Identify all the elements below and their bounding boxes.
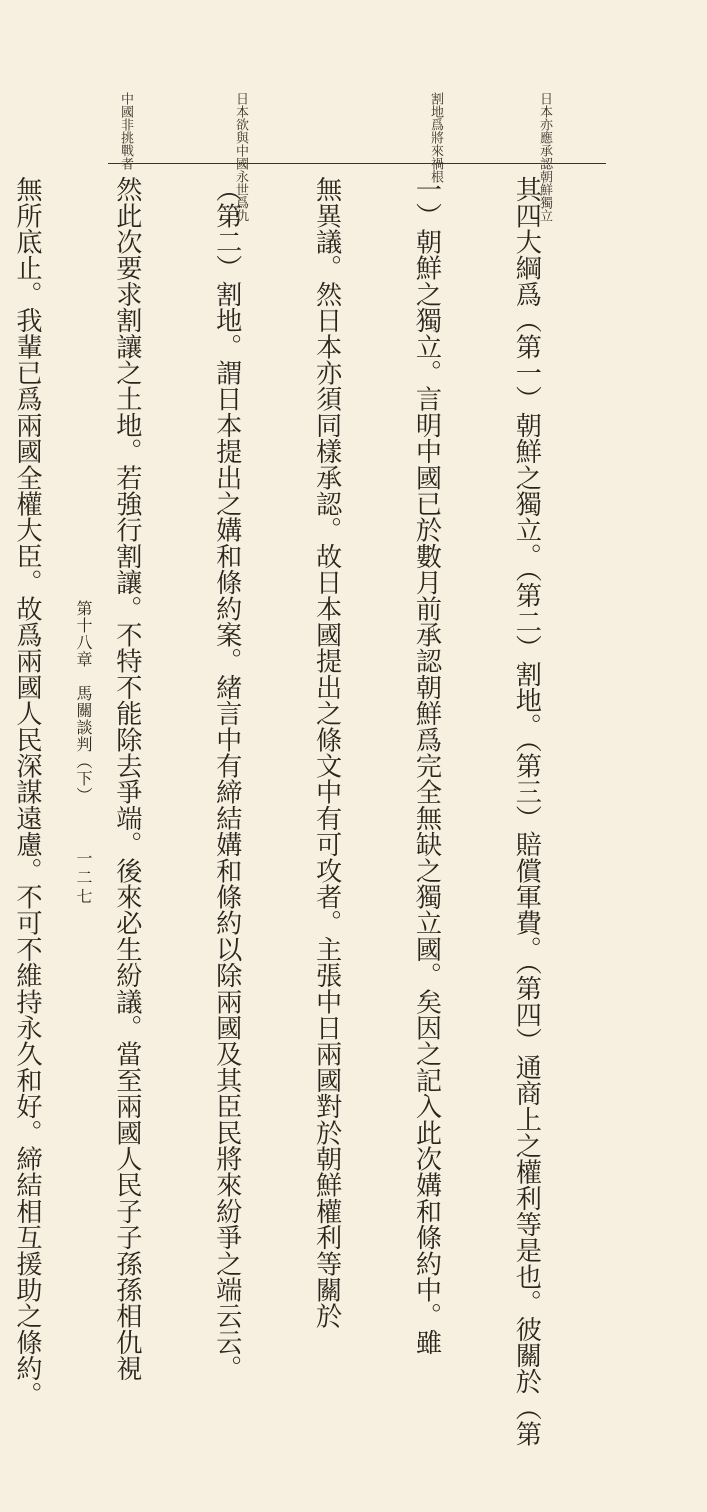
- header-rule: [108, 163, 606, 164]
- running-head: 第十八章 馬關談判（下）: [74, 600, 93, 804]
- text-column-6: 無所底止。我輩已爲兩國全權大臣。故爲兩國人民深謀遠慮。不可不維持永久和好。締結相互援助之條約。: [11, 176, 42, 1408]
- text-column-5: 然此次要求割讓之土地。若強行割讓。不特不能除去爭端。後來必生紛議。當至兩國人民子子孫孫相仇視: [111, 176, 142, 1382]
- text-column-3: 無異議。然日本亦須同樣承認。故日本國提出之條文中有可攻者。主張中日兩國對於朝鮮權利等關於: [311, 176, 342, 1329]
- text-column-4: （第二）割地。謂日本提出之媾和條約案。緒言中有締結媾和條約以除兩國及其臣民將來紛爭之端云云。: [211, 176, 242, 1382]
- marginal-note-1: 日本亦應承認朝鮮獨立: [537, 92, 552, 222]
- page-number: 一二七: [74, 850, 93, 907]
- marginal-note-2: 割地爲將來禍根: [428, 92, 443, 183]
- text-column-2: 一）朝鮮之獨立。言明中國已於數月前承認朝鮮爲完全無缺之獨立國。矣因之記入此次媾和條約中。雖: [411, 176, 442, 1355]
- text-column-1: 其四大綱爲（第一）朝鮮之獨立。（第二）割地。（第三）賠償軍費。（第四）通商上之權利等是也。彼關於（第: [511, 176, 542, 1447]
- marginal-note-4: 中國非挑戰者: [118, 92, 133, 170]
- marginal-note-3: 日本欲與中國永世爲仇: [233, 92, 248, 222]
